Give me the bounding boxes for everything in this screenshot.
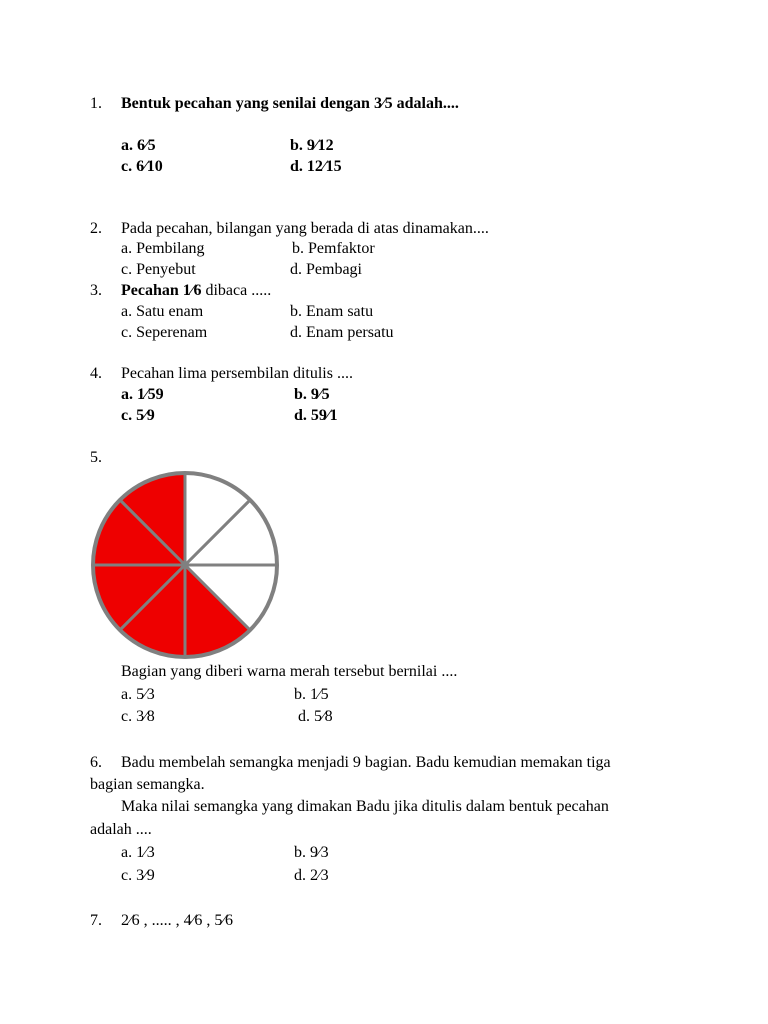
q6-number: 6. <box>90 754 102 771</box>
q3-number: 3. <box>90 282 102 299</box>
q6-option-a: a. 1⁄3 <box>121 844 155 861</box>
q1-option-a: a. 6⁄5 <box>121 137 156 154</box>
q4-option-c: c. 5⁄9 <box>121 407 155 424</box>
q4-option-d: d. 59⁄1 <box>294 407 338 424</box>
q4-option-b: b. 9⁄5 <box>294 386 330 403</box>
q6-option-c: c. 3⁄9 <box>121 867 155 884</box>
q1-number: 1. <box>90 95 102 112</box>
q4-question: Pecahan lima persembilan ditulis .... <box>121 365 353 382</box>
q6-line-4: adalah .... <box>90 821 152 838</box>
q1-question: Bentuk pecahan yang senilai dengan 3⁄5 adalah.... <box>121 95 459 112</box>
q2-question: Pada pecahan, bilangan yang berada di atas dinamakan.... <box>121 220 489 237</box>
q6-option-d: d. 2⁄3 <box>294 867 329 884</box>
q5-option-d: d. 5⁄8 <box>298 708 333 725</box>
q5-number: 5. <box>90 449 102 466</box>
q5-option-c: c. 3⁄8 <box>121 708 155 725</box>
q6-line-2: bagian semangka. <box>90 776 205 793</box>
q6-line-3: Maka nilai semangka yang dimakan Badu jika ditulis dalam bentuk pecahan <box>121 798 609 815</box>
q6-line-1: Badu membelah semangka menjadi 9 bagian. Badu kemudian memakan tiga <box>121 754 611 771</box>
q2-option-b: b. Pemfaktor <box>292 240 375 257</box>
fraction-pie-diagram <box>90 468 280 662</box>
q3-option-a: a. Satu enam <box>121 303 204 320</box>
q3-option-c: c. Seperenam <box>121 324 208 341</box>
q4-number: 4. <box>90 365 102 382</box>
q5-option-b: b. 1⁄5 <box>294 686 329 703</box>
q7-number: 7. <box>90 912 102 929</box>
q2-option-a: a. Pembilang <box>121 240 205 257</box>
q1-option-b: b. 9⁄12 <box>290 137 334 154</box>
q3-question <box>121 281 271 301</box>
q3-option-b: b. Enam satu <box>290 303 374 320</box>
q2-option-c: c. Penyebut <box>121 261 196 278</box>
q4-option-a: a. 1⁄59 <box>121 386 164 403</box>
q1-option-c: c. 6⁄10 <box>121 158 163 175</box>
q7-sequence: 2⁄6 , ..... , 4⁄6 , 5⁄6 <box>121 912 234 929</box>
q2-option-d: d. Pembagi <box>290 261 362 278</box>
q3-question-bold: Pecahan 1⁄6 <box>121 282 202 299</box>
q2-number: 2. <box>90 220 102 237</box>
q5-option-a: a. 5⁄3 <box>121 686 155 703</box>
q3-question-rest: dibaca ..... <box>201 282 272 299</box>
q3-option-d: d. Enam persatu <box>290 324 394 341</box>
q1-option-d: d. 12⁄15 <box>290 158 342 175</box>
q6-option-b: b. 9⁄3 <box>294 844 329 861</box>
q5-question: Bagian yang diberi warna merah tersebut bernilai .... <box>121 663 458 680</box>
